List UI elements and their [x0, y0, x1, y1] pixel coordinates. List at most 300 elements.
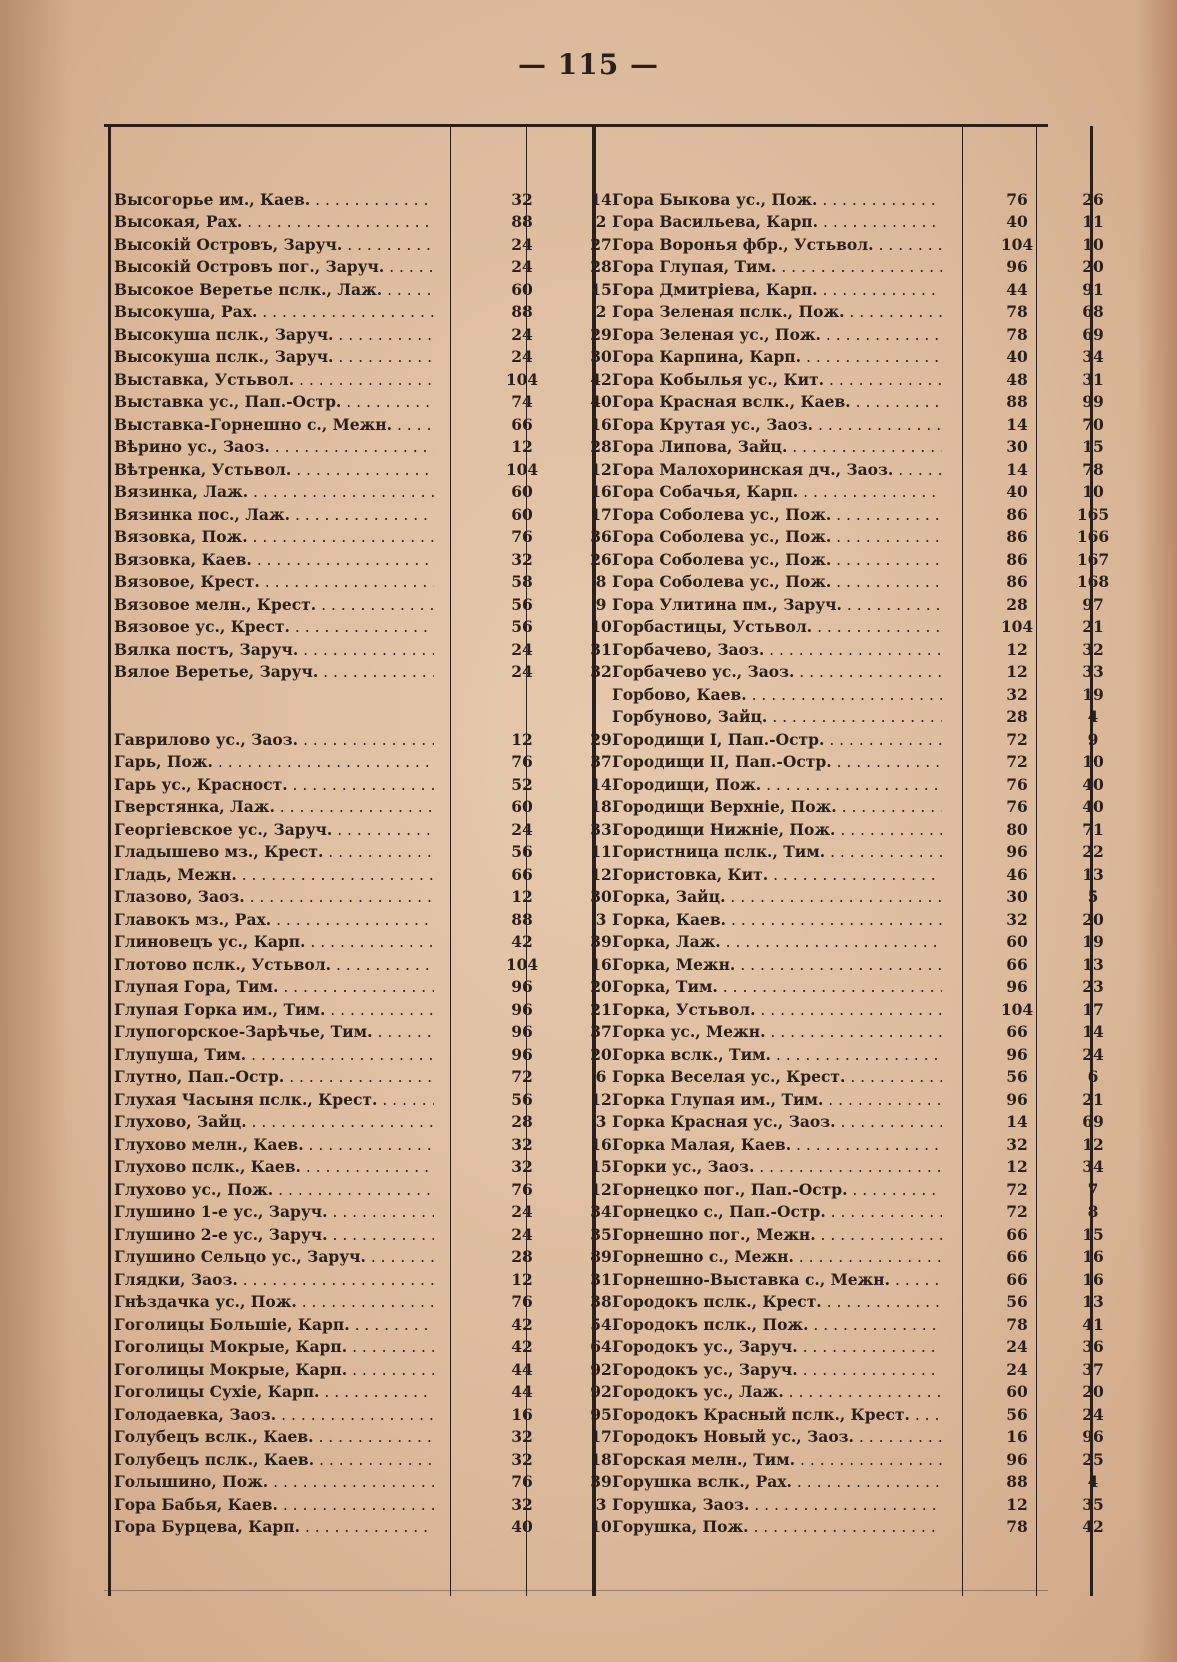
place-name: Глутно, Пап.-Остр. . . .: [114, 1067, 434, 1086]
page-ref: 32: [1006, 684, 1028, 704]
entry-number: 3: [595, 1112, 607, 1132]
page-ref: 24: [511, 1202, 533, 1222]
place-name: Горнецко пог., Пап.-Остр. . . .: [612, 1180, 942, 1199]
index-entry-row: [114, 368, 640, 391]
place-name: Вязинка пос., Лаж. . . .: [114, 505, 434, 524]
entry-number: 6: [1087, 1067, 1099, 1087]
index-entry-row: [114, 1403, 640, 1426]
entry-number: 42: [1082, 1517, 1104, 1537]
place-name: Выставка, Устьвол. . . .: [114, 370, 434, 389]
page-ref: 60: [511, 482, 533, 502]
index-entry-row: [612, 1313, 1130, 1336]
entry-number: 40: [1082, 797, 1104, 817]
place-name: Гора Собачья, Карп. . . .: [612, 482, 942, 501]
place-name: Городокъ пслк., Пож. . . .: [612, 1315, 942, 1334]
entry-number: 35: [1082, 1494, 1104, 1514]
page-ref: 40: [1006, 347, 1028, 367]
page-ref: 60: [511, 504, 533, 524]
place-name: Гаврилово ус., Заоз. . . .: [114, 730, 434, 749]
index-entry-row: [114, 571, 640, 594]
place-name: Глухая Часыня пслк., Крест. . . .: [114, 1090, 434, 1109]
index-entry-row: [612, 863, 1130, 886]
page-ref: 60: [1006, 932, 1028, 952]
place-name: Горка, Каев. . . .: [612, 910, 942, 929]
index-entry-row: [612, 211, 1130, 234]
place-name: Горка, Межн. . . .: [612, 955, 942, 974]
place-name: Вязовое мелн., Крест. . . .: [114, 595, 434, 614]
index-entry-row: [612, 571, 1130, 594]
page-number: — 115 —: [518, 48, 659, 81]
entry-number: 69: [1082, 324, 1104, 344]
place-name: Гора Быкова ус., Пож. . . .: [612, 190, 942, 209]
page-shadow-right: [1137, 0, 1177, 1662]
index-entry-row: [612, 1493, 1130, 1516]
entry-number: 7: [1087, 1179, 1099, 1199]
page-ref: 12: [511, 887, 533, 907]
index-entry-row: [114, 1178, 640, 1201]
page-ref: 44: [1006, 279, 1028, 299]
place-name: Гора Дмитріева, Карп. . . .: [612, 280, 942, 299]
index-entry-row: [612, 931, 1130, 954]
page-ref: 32: [511, 1134, 533, 1154]
entry-number: 12: [590, 1089, 612, 1109]
index-entry-row: [612, 503, 1130, 526]
entry-number: 23: [1082, 977, 1104, 997]
place-name: Гора Карпина, Карп. . . .: [612, 347, 942, 366]
index-entry-row: [114, 1448, 640, 1471]
entry-number: 18: [590, 797, 612, 817]
place-name: Гора Бурцева, Карп. . . .: [114, 1517, 434, 1536]
page-ref: 96: [511, 977, 533, 997]
entry-number: 12: [1082, 1134, 1104, 1154]
index-entry-row: [114, 751, 640, 774]
index-entry-row: [612, 751, 1130, 774]
page-ref: 66: [1006, 1269, 1028, 1289]
entry-number: 31: [1082, 369, 1104, 389]
entry-number: 36: [590, 527, 612, 547]
entry-number: 20: [1082, 909, 1104, 929]
table-bottom-rule: [104, 1590, 1048, 1591]
page-ref: 30: [1006, 437, 1028, 457]
entry-number: 15: [1082, 437, 1104, 457]
page-ref: 32: [511, 1157, 533, 1177]
page-ref: 46: [1006, 864, 1028, 884]
place-name: Городищи I, Пап.-Остр. . . .: [612, 730, 942, 749]
index-entry-row: [114, 346, 640, 369]
place-name: Гарь, Пож. . . .: [114, 752, 434, 771]
entry-number: 20: [590, 977, 612, 997]
page-ref: 74: [511, 392, 533, 412]
index-entry-row: [612, 188, 1130, 211]
place-name: Высокуша, Рах. . . .: [114, 302, 434, 321]
page-ref: 60: [511, 797, 533, 817]
index-column-left: [114, 188, 640, 1538]
page-ref: 30: [1006, 887, 1028, 907]
entry-number: 24: [1082, 1044, 1104, 1064]
place-name: Глухово, Зайц. . . .: [114, 1112, 434, 1131]
index-entry-row: [612, 1268, 1130, 1291]
index-entry-row: [612, 301, 1130, 324]
page-ref: 88: [1006, 392, 1028, 412]
entry-number: 2: [595, 302, 607, 322]
place-name: Высокуша пслк., Заруч. . . .: [114, 325, 434, 344]
entry-number: 97: [1082, 594, 1104, 614]
place-name: Гора Крутая ус., Заоз. . . .: [612, 415, 942, 434]
page-ref: 12: [1006, 639, 1028, 659]
place-name: Гора Кобылья ус., Кит. . . .: [612, 370, 942, 389]
place-name: Горка Глупая им., Тим. . . .: [612, 1090, 942, 1109]
place-name: Горка Красная ус., Заоз. . . .: [612, 1112, 942, 1131]
page-ref: 32: [511, 189, 533, 209]
place-name: Горка Веселая ус., Крест. . . .: [612, 1067, 942, 1086]
index-entry-row: [612, 1448, 1130, 1471]
place-name: Горушка, Заоз. . . .: [612, 1495, 942, 1514]
entry-number: 8: [1087, 1202, 1099, 1222]
entry-number: 41: [1082, 1314, 1104, 1334]
place-name: Вѣрино ус., Заоз. . . .: [114, 437, 434, 456]
place-name: Городищи Нижніе, Пож. . . .: [612, 820, 942, 839]
entry-number: 10: [590, 1517, 612, 1537]
page-ref: 66: [511, 864, 533, 884]
place-name: Высогорье им., Каев. . . .: [114, 190, 434, 209]
index-entry-row: [114, 1358, 640, 1381]
page-ref: 24: [511, 234, 533, 254]
page-ref: 42: [511, 932, 533, 952]
entry-number: 33: [590, 819, 612, 839]
index-column-right: [612, 188, 1130, 1538]
entry-number: 99: [1082, 392, 1104, 412]
place-name: Вязовое, Крест. . . .: [114, 572, 434, 591]
index-entry-row: [612, 1336, 1130, 1359]
entry-number: 166: [1076, 527, 1110, 547]
index-entry-row: [612, 1043, 1130, 1066]
entry-number: 37: [590, 1022, 612, 1042]
entry-number: 13: [1082, 864, 1104, 884]
entry-number: 27: [590, 234, 612, 254]
entry-number: 10: [1082, 482, 1104, 502]
place-name: Гора Липова, Зайц. . . .: [612, 437, 942, 456]
index-entry-row: [612, 1471, 1130, 1494]
place-name: Гора Красная вслк., Каев. . . .: [612, 392, 942, 411]
place-name: Горбачево, Заоз. . . .: [612, 640, 942, 659]
entry-number: 36: [1082, 1337, 1104, 1357]
place-name: Горушка вслк., Рах. . . .: [612, 1472, 942, 1491]
index-entry-row: [612, 368, 1130, 391]
index-entry-row: [612, 773, 1130, 796]
index-entry-row: [114, 458, 640, 481]
place-name: Горка ус., Межн. . . .: [612, 1022, 942, 1041]
index-entry-row: [114, 301, 640, 324]
page-ref: 56: [511, 842, 533, 862]
place-name: Вялка постъ, Заруч. . . .: [114, 640, 434, 659]
table-border-left: [108, 126, 111, 1596]
page-ref: 76: [1006, 189, 1028, 209]
page-ref: 88: [1006, 1472, 1028, 1492]
entry-number: 32: [1082, 639, 1104, 659]
index-entry-row: [114, 818, 640, 841]
page-ref: 60: [1006, 1382, 1028, 1402]
entry-number: 5: [1087, 887, 1099, 907]
place-name: Горбачево ус., Заоз. . . .: [612, 662, 942, 681]
index-entry-row: [114, 1156, 640, 1179]
page-ref: 72: [1006, 1179, 1028, 1199]
place-name: Глупая Горка им., Тим. . . .: [114, 1000, 434, 1019]
page-ref: 96: [1006, 1044, 1028, 1064]
page-ref: 88: [511, 302, 533, 322]
index-entry-row: [114, 1291, 640, 1314]
page-ref: 86: [1006, 572, 1028, 592]
entry-number: 29: [590, 324, 612, 344]
place-name: Выставка ус., Пап.-Остр. . . .: [114, 392, 434, 411]
page-ref: 76: [511, 1292, 533, 1312]
page-ref: 86: [1006, 549, 1028, 569]
page-ref: 104: [1000, 234, 1034, 254]
entry-number: 39: [590, 932, 612, 952]
index-entry-row: [612, 1291, 1130, 1314]
page-ref: 40: [511, 1517, 533, 1537]
entry-number: 68: [1082, 302, 1104, 322]
place-name: Гора Соболева ус., Пож. . . .: [612, 527, 942, 546]
entry-number: 70: [1082, 414, 1104, 434]
page-ref: 76: [511, 752, 533, 772]
page-ref: 56: [1006, 1292, 1028, 1312]
index-entry-row: [114, 256, 640, 279]
index-entry-row: [612, 908, 1130, 931]
place-name: Гора Соболева ус., Пож. . . .: [612, 505, 942, 524]
place-name: Высокуша пслк., Заруч. . . .: [114, 347, 434, 366]
entry-number: 29: [590, 729, 612, 749]
entry-number: 34: [1082, 347, 1104, 367]
page-ref: 104: [505, 459, 539, 479]
page-ref: 16: [511, 1404, 533, 1424]
place-name: Вязинка, Лаж. . . .: [114, 482, 434, 501]
place-name: Горка, Тим. . . .: [612, 977, 942, 996]
page-ref: 56: [511, 617, 533, 637]
entry-number: 64: [590, 1337, 612, 1357]
index-entry-row: [114, 998, 640, 1021]
index-entry-row: [612, 1223, 1130, 1246]
page-ref: 56: [511, 594, 533, 614]
index-entry-row: [114, 391, 640, 414]
index-entry-row: [612, 458, 1130, 481]
index-entry-row: [114, 548, 640, 571]
place-name: Горка, Зайц. . . .: [612, 887, 942, 906]
entry-number: 11: [1082, 212, 1104, 232]
page-ref: 56: [511, 1089, 533, 1109]
index-entry-row: [114, 278, 640, 301]
place-name: Горбуново, Зайц. . . .: [612, 707, 942, 726]
index-entry-row: [114, 886, 640, 909]
place-name: Городищи II, Пап.-Остр. . . .: [612, 752, 942, 771]
index-entry-row: [114, 616, 640, 639]
page-ref: 104: [505, 954, 539, 974]
index-entry-row: [114, 863, 640, 886]
page-ref: 96: [1006, 977, 1028, 997]
entry-number: 16: [590, 954, 612, 974]
place-name: Горнешно пог., Межн. . . .: [612, 1225, 942, 1244]
page-ref: 12: [1006, 1157, 1028, 1177]
entry-number: 20: [1082, 1382, 1104, 1402]
place-name: Глухово ус., Пож. . . .: [114, 1180, 434, 1199]
index-entry-row: [114, 503, 640, 526]
page-ref: 24: [511, 662, 533, 682]
page-ref: 28: [511, 1247, 533, 1267]
place-name: Гора Малохоринская дч., Заоз. . . .: [612, 460, 942, 479]
place-name: Гора Васильева, Карп. . . .: [612, 212, 942, 231]
index-entry-row: [114, 1493, 640, 1516]
index-entry-row: [114, 413, 640, 436]
entry-number: 39: [590, 1472, 612, 1492]
place-name: Горнецко с., Пап.-Остр. . . .: [612, 1202, 942, 1221]
place-name: Глупогорское-Зарѣчье, Тим. . . .: [114, 1022, 434, 1041]
index-entry-row: [114, 683, 640, 706]
page-ref: 14: [1006, 459, 1028, 479]
index-entry-row: [612, 346, 1130, 369]
index-entry-row: [612, 413, 1130, 436]
entry-number: 69: [1082, 1112, 1104, 1132]
index-entry-row: [612, 1381, 1130, 1404]
place-name: Гора Бабья, Каев. . . .: [114, 1495, 434, 1514]
index-entry-row: [612, 1516, 1130, 1539]
place-name: Выставка-Горнешно с., Межн. . . .: [114, 415, 434, 434]
page-ref: 76: [511, 527, 533, 547]
entry-number: 167: [1076, 549, 1110, 569]
entry-number: 11: [590, 842, 612, 862]
entry-number: 6: [595, 1067, 607, 1087]
entry-number: 2: [595, 212, 607, 232]
entry-number: 17: [1082, 999, 1104, 1019]
page-ref: 78: [1006, 1314, 1028, 1334]
index-entry-row: [612, 976, 1130, 999]
page-ref: 104: [1000, 617, 1034, 637]
index-entry-row: [612, 953, 1130, 976]
place-name: Горка, Устьвол. . . .: [612, 1000, 942, 1019]
page-ref: 66: [1006, 954, 1028, 974]
place-name: Гора Зеленая пслк., Пож. . . .: [612, 302, 942, 321]
page-ref: 86: [1006, 504, 1028, 524]
page-ref: 32: [511, 1449, 533, 1469]
index-entry-row: [612, 1133, 1130, 1156]
page-ref: 96: [1006, 1089, 1028, 1109]
page-ref: 14: [1006, 1112, 1028, 1132]
place-name: Вязовое ус., Крест. . . .: [114, 617, 434, 636]
index-entry-row: [612, 638, 1130, 661]
page-ref: 60: [511, 279, 533, 299]
page-ref: 28: [1006, 707, 1028, 727]
page-ref: 88: [511, 909, 533, 929]
entry-number: 40: [1082, 774, 1104, 794]
page-ref: 96: [511, 1044, 533, 1064]
page-ref: 24: [511, 257, 533, 277]
page-ref: 32: [1006, 909, 1028, 929]
entry-number: 40: [590, 392, 612, 412]
entry-number: 95: [590, 1404, 612, 1424]
place-name: Гора Воронья фбр., Устьвол. . . .: [612, 235, 942, 254]
place-name: Горка Малая, Каев. . . .: [612, 1135, 942, 1154]
page-ref: 86: [1006, 527, 1028, 547]
page-ref: 72: [1006, 729, 1028, 749]
index-entry-row: [114, 953, 640, 976]
page-ref: 40: [1006, 482, 1028, 502]
entry-number: 37: [590, 752, 612, 772]
index-entry-row: [114, 1381, 640, 1404]
index-entry-row: [612, 661, 1130, 684]
place-name: Глазово, Заоз. . . .: [114, 887, 434, 906]
index-entry-row: [114, 1021, 640, 1044]
entry-number: 24: [1082, 1404, 1104, 1424]
index-entry-row: [114, 1111, 640, 1134]
index-entry-row: [612, 323, 1130, 346]
index-entry-row: [114, 188, 640, 211]
index-entry-row: [114, 773, 640, 796]
index-entry-row: [114, 526, 640, 549]
place-name: Гоголицы Мокрые, Карп. . . .: [114, 1337, 434, 1356]
page-ref: 72: [1006, 752, 1028, 772]
page-ref: 24: [511, 324, 533, 344]
place-name: Горская мелн., Тим. . . .: [612, 1450, 942, 1469]
page-shadow-left: [0, 0, 70, 1662]
place-name: Горнешно-Выставка с., Межн. . . .: [612, 1270, 942, 1289]
place-name: Гладь, Межн. . . .: [114, 865, 434, 884]
page-ref: 104: [505, 369, 539, 389]
entry-number: 71: [1082, 819, 1104, 839]
place-name: Гоголицы Сухіе, Карп. . . .: [114, 1382, 434, 1401]
index-entry-row: [612, 1021, 1130, 1044]
index-entry-row: [114, 796, 640, 819]
index-entry-row: [114, 436, 640, 459]
entry-number: 28: [590, 257, 612, 277]
place-name: Голубецъ пслк., Каев. . . .: [114, 1450, 434, 1469]
page-ref: 88: [511, 212, 533, 232]
index-entry-row: [612, 683, 1130, 706]
index-entry-row: [612, 886, 1130, 909]
entry-number: 8: [595, 572, 607, 592]
page-ref: 42: [511, 1337, 533, 1357]
entry-number: 10: [590, 617, 612, 637]
place-name: Горбово, Каев. . . .: [612, 685, 942, 704]
index-entry-row: [114, 638, 640, 661]
place-name: Гарь ус., Красност. . . .: [114, 775, 434, 794]
index-entry-row: [114, 1516, 640, 1539]
page-ref: 96: [511, 999, 533, 1019]
page-ref: 78: [1006, 302, 1028, 322]
entry-number: 16: [590, 1134, 612, 1154]
index-entry-row: [114, 1313, 640, 1336]
entry-number: 37: [1082, 1359, 1104, 1379]
place-name: Вязовка, Каев. . . .: [114, 550, 434, 569]
index-entry-row: [114, 976, 640, 999]
entry-number: 14: [1082, 1022, 1104, 1042]
entry-number: 12: [590, 864, 612, 884]
place-name: Горка, Лаж. . . .: [612, 932, 942, 951]
page-ref: 76: [1006, 774, 1028, 794]
entry-number: 15: [590, 1157, 612, 1177]
index-entry-row: [114, 1426, 640, 1449]
place-name: Высокій Островъ пог., Заруч. . . .: [114, 257, 434, 276]
entry-number: 38: [590, 1292, 612, 1312]
page-ref: 32: [511, 1427, 533, 1447]
index-entry-row: [114, 481, 640, 504]
place-name: Глядки, Заоз. . . .: [114, 1270, 434, 1289]
place-name: Гористница пслк., Тим. . . .: [612, 842, 942, 861]
place-name: Городокъ пслк., Крест. . . .: [612, 1292, 942, 1311]
page-ref: 72: [1006, 1202, 1028, 1222]
place-name: Горбастицы, Устьвол. . . .: [612, 617, 942, 636]
page-ref: 58: [511, 572, 533, 592]
place-name: Глупуша, Тим. . . .: [114, 1045, 434, 1064]
page-ref: 28: [511, 1112, 533, 1132]
place-name: Высокій Островъ, Заруч. . . .: [114, 235, 434, 254]
